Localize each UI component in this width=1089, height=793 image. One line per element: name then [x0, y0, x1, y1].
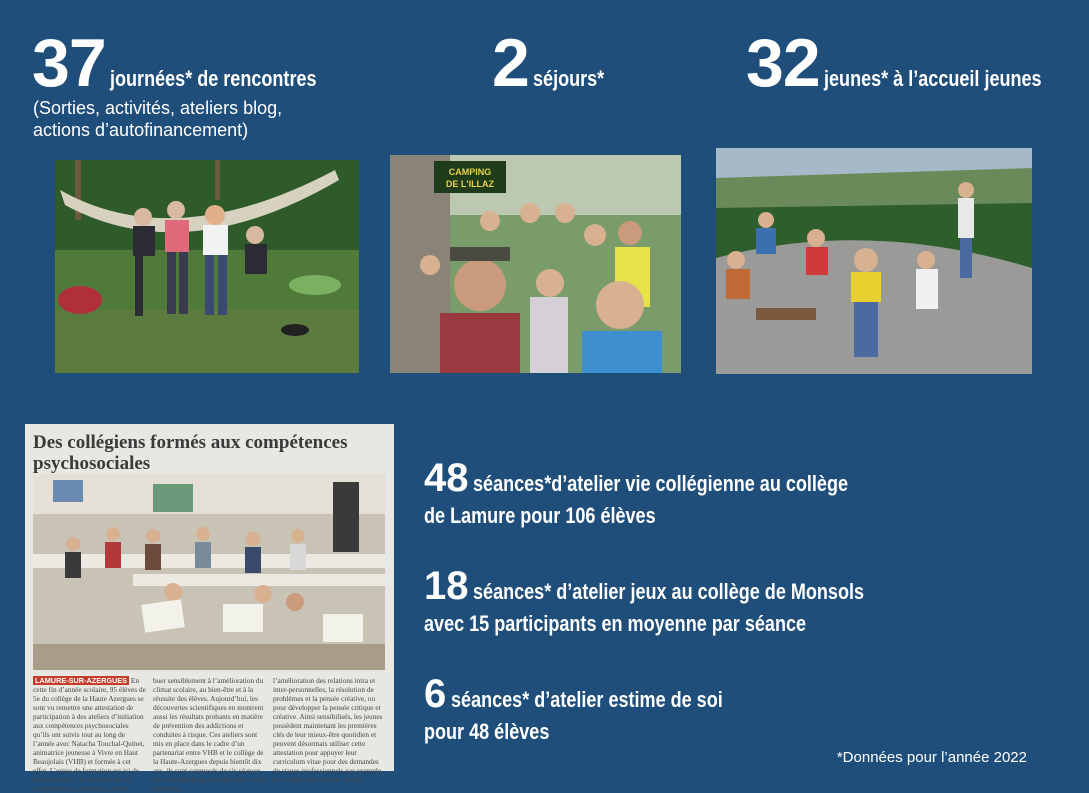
- subtitle-line: actions d’autofinancement): [33, 120, 249, 140]
- stat-sejours: [492, 24, 620, 102]
- headline-line: psychosociales: [33, 453, 151, 474]
- session-number: 6: [424, 672, 447, 716]
- camping-sign-text: CAMPING: [448, 167, 492, 177]
- newspaper-article-text: [33, 676, 387, 793]
- photo-camping-selfie: [390, 155, 681, 373]
- svg-text:DE L'ILLAZ: DE L'ILLAZ: [445, 179, 495, 189]
- article-column-text: En cette fin d’année scolaire, 95 élèves de 5e du collège de la Haute Azergues se sont vu remettre une attestation de participation à des ateliers d’initiation aux compétences psychosociales qu’ils ont suivis tout au long de l’année avec Natacha Touchal-Quinet, animatrice jeunesse à Vivre en Haut Beaujolais (VHB) et formée à cet effet. L’enjeu de formation est ici de taille puisque l’acquisition de ces compétences a vocation à contri-: [33, 676, 146, 793]
- stat-number: 2: [492, 25, 529, 101]
- photo-hammock-group: [55, 160, 359, 373]
- session-label: séances* d’atelier estime de soi: [450, 687, 723, 712]
- article-column: l’amélioration des relations intra et inter-personnelles, la résolution de problèmes et la pensée créative, ou pour développer la pensée critique et créative. Ainsi sensibilisés, les jeunes possèdent maintenant les premières clés de leur mieux-être quotidien et peuvent désormais utiliser cette attestation pour appuyer leur curriculum vitae pour des demandes de stages professionnels par exemple, ou la sélection dans des écoles.: [273, 676, 384, 784]
- headline-line: Des collégiens formés aux compétences: [33, 432, 348, 453]
- stat-number: 37: [32, 25, 106, 101]
- stat-label: journées* de rencontres: [110, 66, 317, 91]
- subtitle-line: (Sorties, activités, ateliers blog,: [33, 98, 283, 118]
- stat-journees: [32, 24, 362, 102]
- article-kicker: LAMURE-SUR-AZERGUES: [35, 676, 128, 685]
- session-number: 48: [424, 456, 469, 500]
- session-label-line2: pour 48 élèves: [424, 719, 550, 744]
- stat-jeunes: [746, 24, 1089, 102]
- session-label: séances* d’atelier jeux au collège de Monsols: [472, 579, 864, 604]
- stat-subtitle: [33, 97, 333, 141]
- footnote: *Données pour l’année 2022: [836, 749, 1027, 766]
- session-label: séances*d’atelier vie collégienne au collège: [472, 471, 848, 496]
- session-stat-estime-de-soi: [424, 672, 782, 745]
- session-stat-vie-collegienne: [424, 456, 930, 529]
- newspaper-clipping: [25, 424, 394, 793]
- article-column: buer sensiblement à l’amélioration du climat scolaire, au bien-être et à la réussite des élèves. Aujourd’hui, les découvertes scientifiques en montrent aussi les résultats probants en matière de prévention des addictions et conduites à risque. Ces ateliers sont mis en place dans le cadre d’un partenariat entre VHB et le collège de la Haute-Azergues depuis bientôt dix ans, ils sont composés de six séances pour aborder la gestion du stress et des émotions,: [153, 676, 267, 793]
- newspaper-photo-classroom: [33, 474, 385, 670]
- photo-mountain-group: [716, 148, 1032, 374]
- session-number: 18: [424, 564, 469, 608]
- session-stat-jeux: [424, 564, 950, 637]
- session-label-line2: de Lamure pour 106 élèves: [424, 503, 656, 528]
- newspaper-headline: [33, 432, 383, 474]
- session-label-line2: avec 15 participants en moyenne par séance: [424, 611, 807, 636]
- stat-label: séjours*: [533, 66, 605, 91]
- stat-label: jeunes* à l’accueil jeunes: [824, 66, 1042, 91]
- article-column: [33, 676, 147, 793]
- stat-number: 32: [746, 25, 820, 101]
